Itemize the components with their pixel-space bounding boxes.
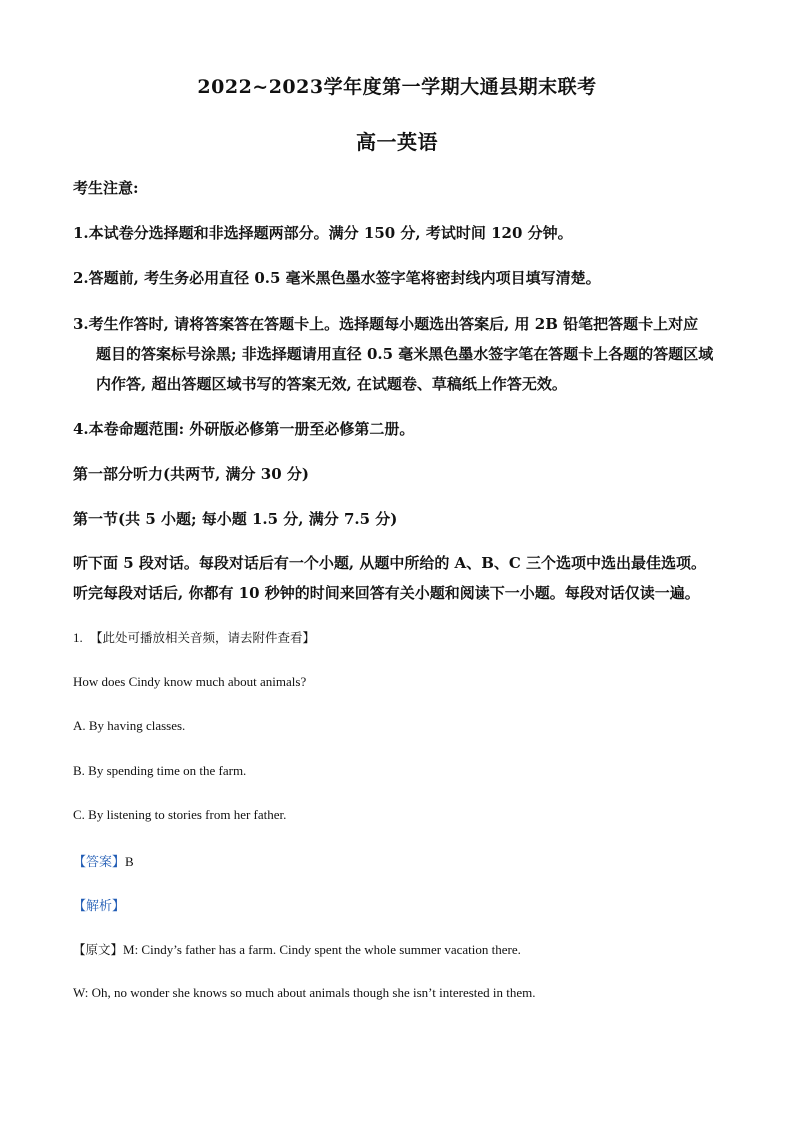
answer-line bbox=[73, 851, 733, 870]
notice-item-1: 1.本试卷分选择题和非选择题两部分。满分 150 分, 考试时间 120 分钟。 bbox=[73, 224, 573, 242]
option-c: C. By listening to stories from her father. bbox=[73, 807, 287, 822]
original-label: 【原文】 bbox=[73, 942, 124, 957]
notice-item-3-line-3: 内作答, 超出答题区域书写的答案无效, 在试题卷、草稿纸上作答无效。 bbox=[96, 375, 567, 393]
question-stem: How does Cindy know much about animals? bbox=[73, 674, 307, 689]
original-line-2: W: Oh, no wonder she knows so much about animals though she isn’t interested in them. bbox=[73, 985, 536, 1000]
part1-heading: 第一部分听力(共两节, 满分 30 分) bbox=[73, 465, 309, 483]
section1-heading: 第一节(共 5 小题; 每小题 1.5 分, 满分 7.5 分) bbox=[73, 510, 398, 528]
notice-item-3-line-1: 3.考生作答时, 请将答案答在答题卡上。选择题每小题选出答案后, 用 2B 铅笔把答题卡上对应 bbox=[73, 315, 699, 333]
analysis-label: 【解析】 bbox=[73, 899, 126, 914]
subject-title: 高一英语 bbox=[356, 130, 438, 154]
exam-title: 2022~2023学年度第一学期大通县期末联考 bbox=[197, 76, 597, 98]
analysis-line bbox=[73, 895, 733, 914]
original-text-1: M: Cindy’s father has a farm. Cindy spent the whole summer vacation there. bbox=[123, 942, 521, 957]
original-line-1 bbox=[73, 940, 733, 958]
instruction-line-1: 听下面 5 段对话。每段对话后有一个小题, 从题中所给的 A、B、C 三个选项中选出最佳选项。 bbox=[73, 554, 707, 572]
answer-value: B bbox=[125, 854, 134, 869]
instruction-line-2: 听完每段对话后, 你都有 10 秒钟的时间来回答有关小题和阅读下一小题。每段对话仅读一遍。 bbox=[73, 584, 700, 602]
notice-item-2: 2.答题前, 考生务必用直径 0.5 毫米黑色墨水签字笔将密封线内项目填写清楚。 bbox=[73, 269, 601, 287]
notice-item-4: 4.本卷命题范围: 外研版必修第一册至必修第二册。 bbox=[73, 420, 415, 438]
question-1-header bbox=[73, 628, 733, 646]
answer-label: 【答案】 bbox=[73, 855, 126, 870]
option-a: A. By having classes. bbox=[73, 718, 186, 733]
notice-item-3-line-2: 题目的答案标号涂黑; 非选择题请用直径 0.5 毫米黑色墨水签字笔在答题卡上各题的答题区域 bbox=[96, 345, 714, 363]
notice-heading: 考生注意: bbox=[73, 179, 139, 197]
option-b: B. By spending time on the farm. bbox=[73, 763, 247, 778]
audio-note: 【此处可播放相关音频，请去附件查看】 bbox=[90, 630, 316, 645]
question-number: 1. bbox=[73, 630, 83, 645]
